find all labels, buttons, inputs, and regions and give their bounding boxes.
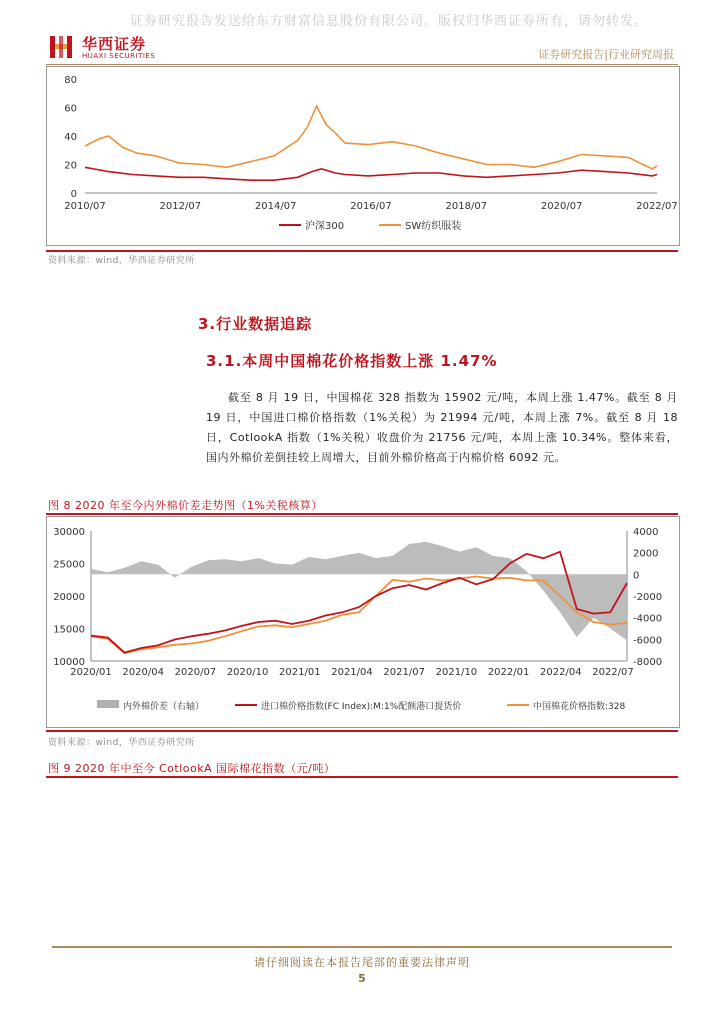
figure-8-x-tick-label: 2021/01 (279, 667, 321, 678)
figure-8-x-tick-label: 2020/01 (70, 667, 112, 678)
chart-1-x-tick-label: 2022/07 (636, 201, 678, 212)
chart-1-y-tick-label: 40 (64, 132, 77, 143)
huaxi-logo-icon (48, 34, 74, 60)
figure-8-top-rule (46, 513, 678, 515)
chart-1-svg (47, 67, 679, 245)
figure-8-right-tick-label: -6000 (633, 635, 663, 647)
figure-8-left-tick-label: 20000 (53, 592, 85, 603)
logo-chinese-name: 华西证券 (82, 35, 147, 53)
figure-9-title: 图 9 2020 年中至今 CotlookA 国际棉花指数（元/吨） (48, 762, 336, 775)
figure-8-right-tick-label: -2000 (633, 592, 663, 603)
chart-1-series-line (85, 167, 657, 180)
figure-8-x-tick-label: 2021/07 (383, 667, 425, 678)
page-number: 5 (358, 972, 366, 985)
logo-english-name: HUAXI SECURITIES (82, 52, 156, 60)
section-paragraph: 截至 8 月 19 日，中国棉花 328 指数为 15902 元/吨，本周上涨 1.47%。截至 8 月 19 日，中国进口棉价格指数（1%关税）为 21994 元/吨，本周上涨 7%。截至 8 月 18 日，CotlookA 指数（1%关税）收盘价为 21756 元/吨，本周上涨 10.34%。整体来看，国内外棉价差倒挂较上周增大，目前外棉价格高于内棉价格 6092 元。 (206, 391, 678, 464)
figure-8-left-tick-label: 15000 (53, 624, 85, 636)
chart-1-x-tick-label: 2012/07 (159, 201, 202, 212)
subsection-title: 3.1.本周中国棉花价格指数上涨 1.47% (206, 352, 498, 370)
chart-1-y-tick-label: 0 (70, 189, 77, 200)
chart-1-x-tick-label: 2014/07 (254, 201, 297, 212)
figure-8-source: 资料来源：wind，华西证券研究所 (48, 738, 195, 748)
section-title: 3.行业数据追踪 (198, 315, 313, 333)
header-divider (46, 64, 678, 65)
chart-1-y-tick-label: 80 (64, 75, 77, 86)
figure-8-title: 图 8 2020 年至今内外棉价差走势图（1%关税核算） (48, 499, 323, 512)
footer-divider (52, 946, 672, 948)
figure-8-legend-label: 进口棉价格指数(FC Index):M:1%配额港口提货价 (261, 702, 462, 712)
figure-8-x-tick-label: 2020/04 (122, 667, 164, 678)
figure-9-top-rule (46, 776, 678, 778)
figure-8-legend-swatch (97, 700, 119, 708)
figure-8-x-tick-label: 2021/10 (435, 667, 478, 678)
chart-1-y-tick-label: 20 (64, 160, 77, 172)
figure-8-x-tick-label: 2021/04 (331, 667, 373, 678)
watermark-text: 证券研究报告发送给东方财富信息股份有限公司。版权归华西证券所有，请勿转发。 (130, 14, 649, 29)
figure-8-x-tick-label: 2022/07 (592, 667, 634, 678)
chart-1-x-tick-label: 2010/07 (64, 201, 106, 212)
figure-8-right-tick-label: 4000 (633, 527, 659, 538)
figure-8-frame (46, 516, 680, 728)
chart-1-series-line (85, 106, 657, 169)
figure-8-x-tick-label: 2022/04 (540, 667, 582, 678)
chart-1-x-tick-label: 2020/07 (540, 201, 583, 212)
figure-8-right-tick-label: 0 (633, 570, 640, 582)
footer-legal-note: 请仔细阅读在本报告尾部的重要法律声明 (254, 956, 470, 969)
chart-1-x-tick-label: 2016/07 (350, 201, 392, 212)
figure-8-right-tick-label: 2000 (633, 548, 659, 560)
figure-8-left-tick-label: 25000 (53, 559, 85, 571)
figure-8-right-tick-label: -4000 (633, 613, 663, 625)
figure-8-left-tick-label: 10000 (53, 657, 85, 668)
figure-8-legend-label: 内外棉价差（右轴） (123, 702, 205, 712)
figure-8-right-tick-label: -8000 (633, 657, 663, 668)
report-type: 证券研究报告|行业研究周报 (538, 48, 674, 61)
figure-8-left-tick-label: 30000 (53, 527, 85, 538)
chart-1-legend-label: 沪深300 (305, 221, 345, 232)
chart-1-x-tick-label: 2018/07 (445, 201, 488, 212)
chart-1-legend-label: SW纺织服装 (405, 221, 462, 232)
figure-8-bottom-rule (46, 730, 678, 732)
chart-1-frame (46, 66, 680, 246)
figure-8-x-tick-label: 2022/01 (487, 667, 530, 678)
chart-1-source: 资料来源：wind，华西证券研究所 (48, 256, 195, 266)
figure-8-x-tick-label: 2020/10 (226, 667, 269, 678)
figure-8-legend-label: 中国棉花价格指数:328 (533, 702, 626, 712)
chart-1-y-tick-label: 60 (64, 103, 77, 115)
figure-8-svg (47, 517, 679, 727)
figure-8-x-tick-label: 2020/07 (174, 667, 217, 678)
chart-1-bottom-rule (46, 250, 678, 252)
